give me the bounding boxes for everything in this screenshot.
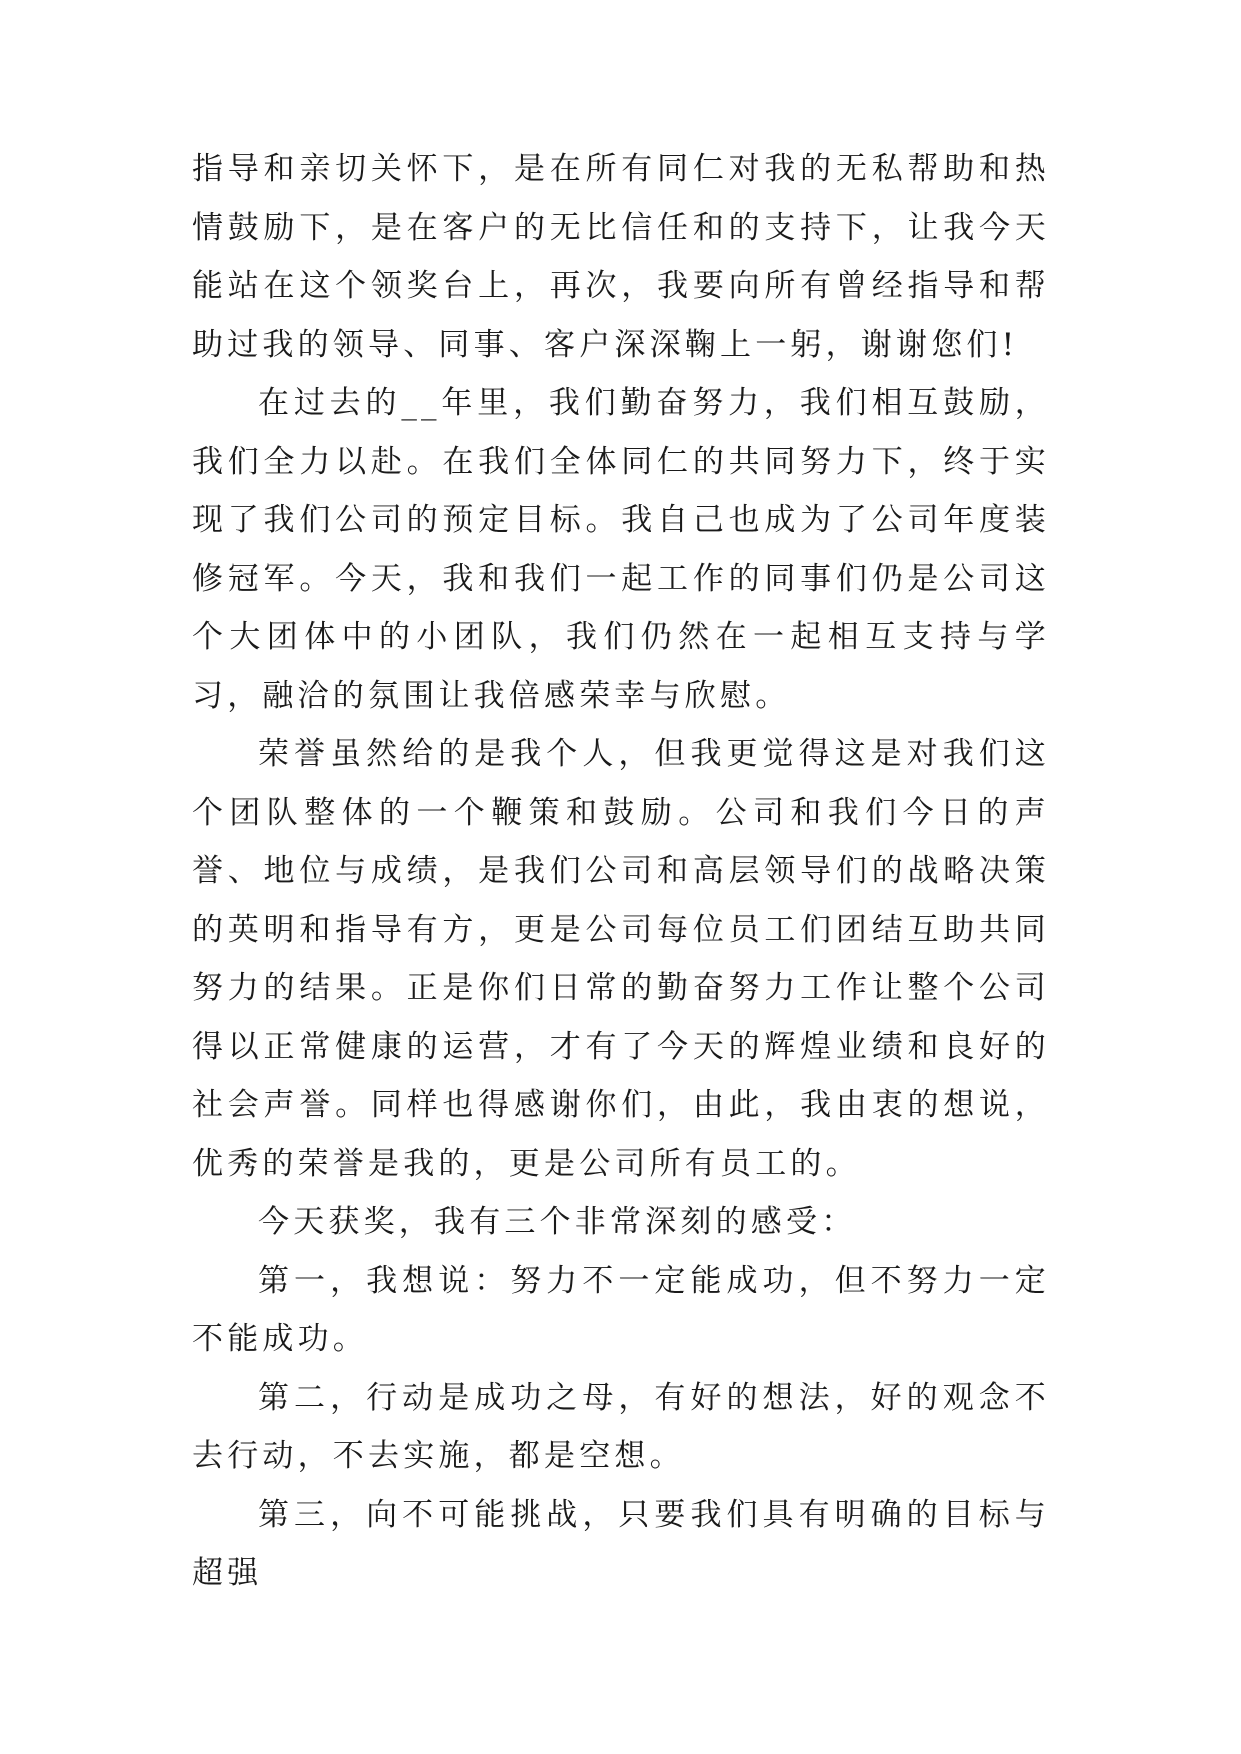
- paragraph-3: 荣誉虽然给的是我个人，但我更觉得这是对我们这个团队整体的一个鞭策和鼓励。公司和我们今日的声誉、地位与成绩，是我们公司和高层领导们的战略决策的英明和指导有方，更是公司每位员工们团结互助共同努力的结果。正是你们日常的勤奋努力工作让整个公司得以正常健康的运营，才有了今天的辉煌业绩和良好的社会声誉。同样也得感谢你们，由此，我由衷的想说，优秀的荣誉是我的，更是公司所有员工的。: [192, 736, 1050, 1182]
- paragraph-4: 今天获奖，我有三个非常深刻的感受：: [258, 1204, 857, 1240]
- document-body: [192, 140, 1050, 1603]
- paragraph-6: 第二，行动是成功之母，有好的想法，好的观念不去行动，不去实施，都是空想。: [192, 1379, 1050, 1474]
- paragraph-1: 指导和亲切关怀下，是在所有同仁对我的无私帮助和热情鼓励下，是在客户的无比信任和的支持下，让我今天能站在这个领奖台上，再次，我要向所有曾经指导和帮助过我的领导、同事、客户深深鞠上一躬，谢谢您们!: [192, 151, 1050, 363]
- paragraph-2: 在过去的__年里，我们勤奋努力，我们相互鼓励，我们全力以赴。在我们全体同仁的共同努力下，终于实现了我们公司的预定目标。我自己也成为了公司年度装修冠军。今天，我和我们一起工作的同事们仍是公司这个大团体中的小团队，我们仍然在一起相互支持与学习，融洽的氛围让我倍感荣幸与欣慰。: [192, 385, 1050, 714]
- paragraph-5: 第一，我想说：努力不一定能成功，但不努力一定不能成功。: [192, 1262, 1050, 1357]
- paragraph-7: 第三，向不可能挑战，只要我们具有明确的目标与超强: [192, 1496, 1050, 1591]
